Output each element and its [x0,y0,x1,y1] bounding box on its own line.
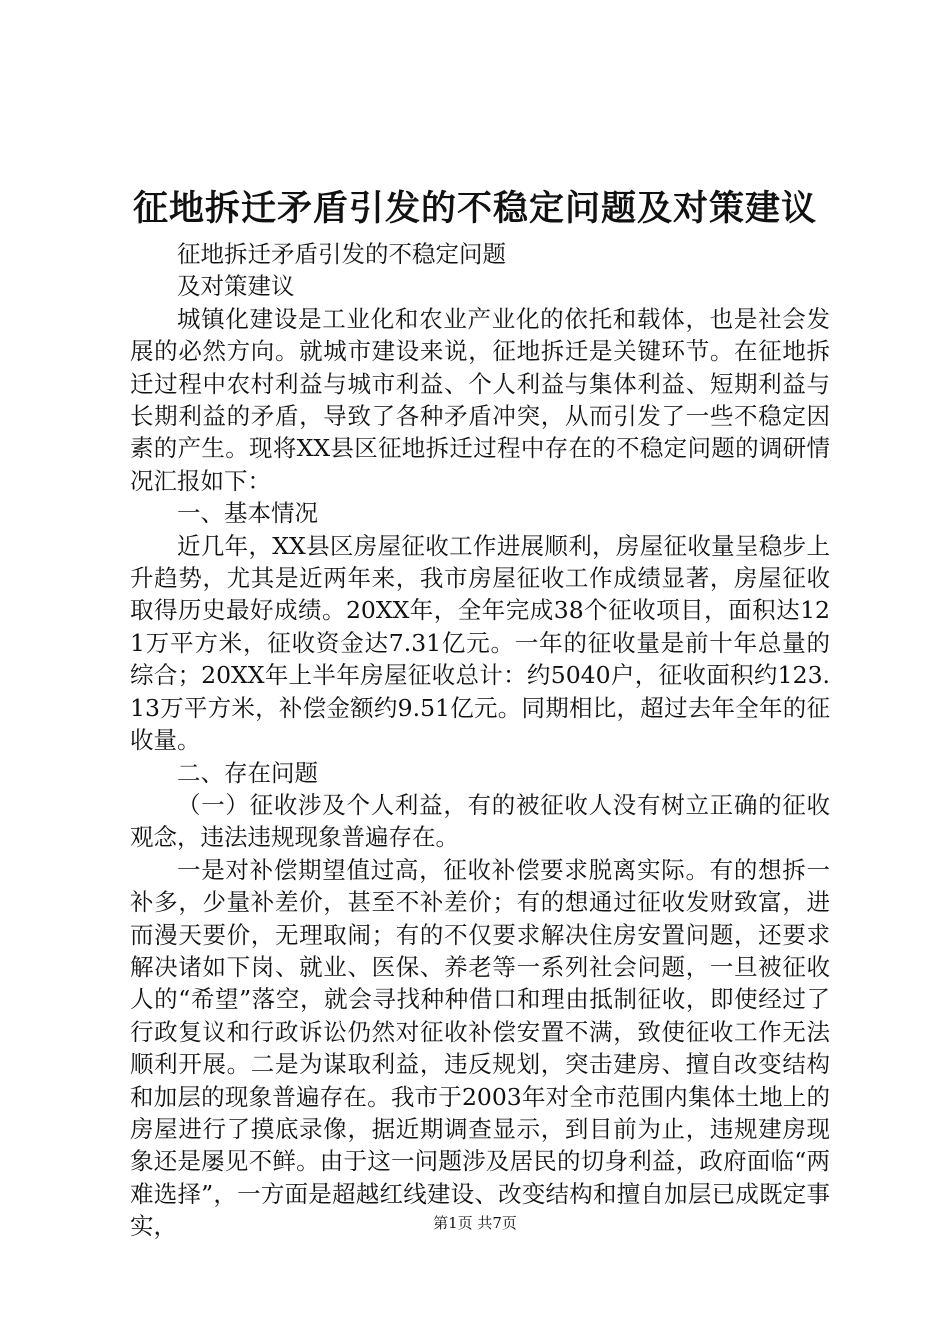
subsection-heading-1: （一）征收涉及个人利益，有的被征收人没有树立正确的征收观念，违法违规现象普遍存在。 [130,790,830,852]
basic-situation-paragraph: 近几年，XX县区房屋征收工作进展顺利，房屋征收量呈稳步上升趋势，尤其是近两年来，我市房屋征收工作成绩显著，房屋征收取得历史最好成绩。20XX年，全年完成38个征收项目，面积达121万平方米，征收资金达7.31亿元。一年的征收量是前十年总量的综合；20XX年上半年房屋征收总计：约5040户，征收面积约123.13万平方米，补偿金额约9.51亿元。同期相比，超过去年全年的征收量。 [130,531,830,755]
subtitle-line-2: 及对策建议 [177,272,295,301]
document-title: 征地拆迁矛盾引发的不稳定问题及对策建议 [132,188,817,229]
problems-paragraph: 一是对补偿期望值过高，征收补偿要求脱离实际。有的想拆一补多，少量补差价，甚至不补差价；有的想通过征收发财致富，进而漫天要价，无理取闹；有的不仅要求解决住房安置问题，还要求解决诸如下岗、就业、医保、养老等一系列社会问题，一旦被征收人的“希望”落空，就会寻找种种借口和理由抵制征收，即使经过了行政复议和行政诉讼仍然对征收补偿安置不满，致使征收工作无法顺利开展。二是为谋取利益，违反规划，突击建房、擅自改变结构和加层的现象普遍存在。我市于2003年对全市范围内集体土地上的房屋进行了摸底录像，据近期调查显示，到目前为止，违规建房现象还是屡见不鲜。由于这一问题涉及居民的切身利益，政府面临“两难选择”，一方面是超越红线建设、改变结构和擅自加层已成既定事实， [130,855,830,1241]
section-heading-problems: 二、存在问题 [177,758,318,787]
document-body [130,238,830,1243]
intro-paragraph: 城镇化建设是工业化和农业产业化的依托和载体，也是社会发展的必然方向。就城市建设来说，征地拆迁是关键环节。在征地拆迁过程中农村利益与城市利益、个人利益与集体利益、短期利益与长期利益的矛盾，导致了各种矛盾冲突，从而引发了一些不稳定因素的产生。现将XX县区征地拆迁过程中存在的不稳定问题的调研情况汇报如下： [130,304,830,495]
subtitle-line-1: 征地拆迁矛盾引发的不稳定问题 [177,240,506,268]
page-number: 第1页 共7页 [433,1214,517,1232]
section-heading-basic-situation: 一、基本情况 [177,499,318,528]
